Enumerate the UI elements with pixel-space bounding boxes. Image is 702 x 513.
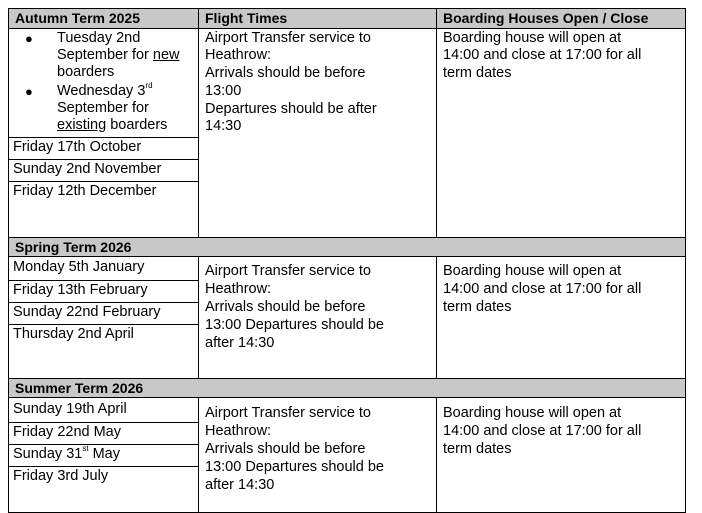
summer-boarding-line: term dates (443, 441, 512, 457)
autumn-boarding-line: term dates (443, 65, 512, 81)
autumn-flight-line: Arrivals should be before (205, 65, 366, 81)
autumn-existing-boarders-line3: existing boarders (57, 117, 168, 133)
autumn-existing-boarders-line1: Wednesday 3rd (57, 81, 153, 99)
autumn-date-3: Friday 12th December (13, 183, 157, 199)
autumn-boarding-line: Boarding house will open at (443, 30, 622, 46)
header-flight-times: Flight Times (205, 10, 288, 26)
bullet-dot: ● (25, 31, 33, 46)
row-divider (9, 302, 198, 303)
summer-flight-line: after 14:30 (205, 477, 275, 493)
row-divider (9, 181, 198, 182)
autumn-existing-boarders-line2: September for (57, 100, 149, 116)
autumn-flight-line: 14:30 (205, 118, 242, 134)
term-dates-table (8, 8, 686, 513)
row-divider (9, 466, 198, 467)
summer-flight-line: 13:00 Departures should be (205, 459, 384, 475)
autumn-flight-line: Heathrow: (205, 47, 272, 63)
autumn-new-boarders-line3: boarders (57, 64, 115, 80)
spring-flight-line: Airport Transfer service to (205, 263, 371, 279)
spring-flight-line: after 14:30 (205, 335, 275, 351)
spring-date-2: Friday 13th February (13, 282, 148, 298)
bullet-dot: ● (25, 84, 33, 99)
summer-flight-line: Arrivals should be before (205, 441, 366, 457)
summer-date-3: Sunday 31st May (13, 444, 120, 462)
spring-date-1: Monday 5th January (13, 259, 145, 275)
row-divider (9, 444, 198, 445)
summer-date-2: Friday 22nd May (13, 424, 121, 440)
spring-date-3: Sunday 22nd February (13, 304, 161, 320)
row-divider (9, 137, 198, 138)
spring-term-title: Spring Term 2026 (15, 239, 132, 255)
summer-boarding-line: 14:00 and close at 17:00 for all (443, 423, 642, 439)
autumn-new-boarders-line1: Tuesday 2nd (57, 30, 141, 46)
spring-boarding-line: term dates (443, 299, 512, 315)
header-boarding-houses: Boarding Houses Open / Close (443, 10, 649, 26)
header-autumn-term: Autumn Term 2025 (15, 10, 140, 26)
summer-date-4: Friday 3rd July (13, 468, 109, 484)
autumn-new-boarders-line2: September for new (57, 47, 180, 63)
summer-flight-line: Heathrow: (205, 423, 272, 439)
row-divider (9, 280, 198, 281)
summer-term-title: Summer Term 2026 (15, 380, 144, 396)
autumn-flight-line: Departures should be after (205, 101, 377, 117)
summer-date-1: Sunday 19th April (13, 401, 127, 417)
spring-flight-line: 13:00 Departures should be (205, 317, 384, 333)
autumn-flight-line: Airport Transfer service to (205, 30, 371, 46)
autumn-flight-line: 13:00 (205, 83, 242, 99)
row-divider (9, 159, 198, 160)
summer-flight-line: Airport Transfer service to (205, 405, 371, 421)
spring-date-4: Thursday 2nd April (13, 326, 134, 342)
column-divider (198, 9, 199, 512)
row-divider (9, 324, 198, 325)
autumn-boarding-line: 14:00 and close at 17:00 for all (443, 47, 642, 63)
spring-boarding-line: 14:00 and close at 17:00 for all (443, 281, 642, 297)
column-divider (436, 9, 437, 512)
summer-boarding-line: Boarding house will open at (443, 405, 622, 421)
row-divider (9, 422, 198, 423)
spring-flight-line: Heathrow: (205, 281, 272, 297)
spring-boarding-line: Boarding house will open at (443, 263, 622, 279)
autumn-date-2: Sunday 2nd November (13, 161, 162, 177)
spring-flight-line: Arrivals should be before (205, 299, 366, 315)
autumn-date-1: Friday 17th October (13, 139, 142, 155)
